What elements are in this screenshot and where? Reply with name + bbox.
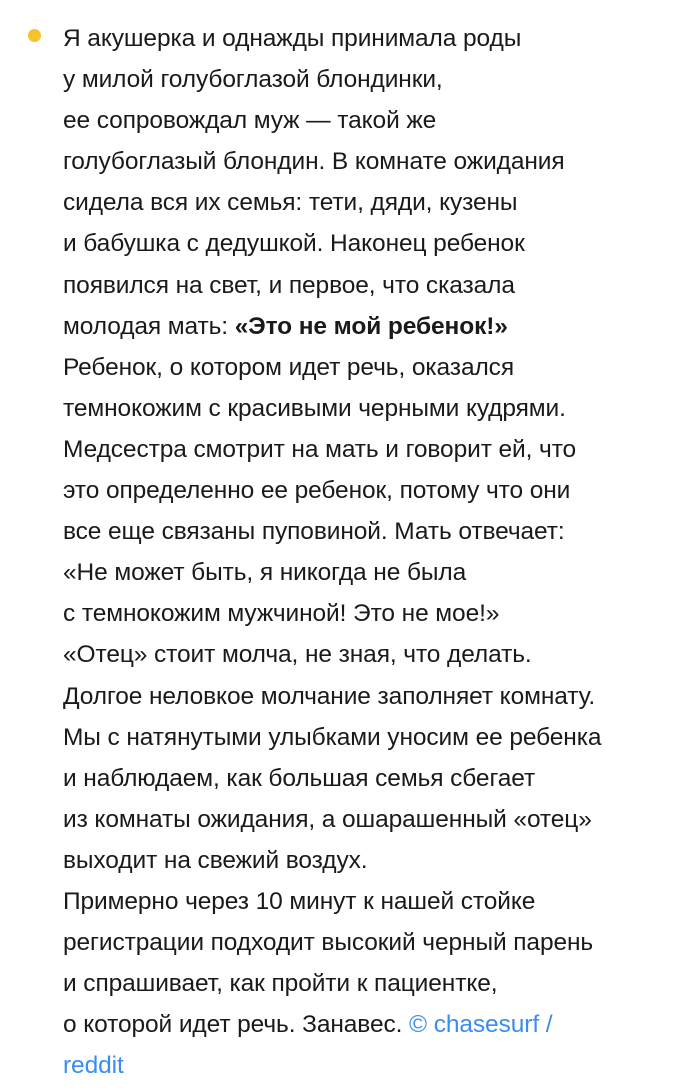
story-line: с темнокожим мужчиной! Это не мое!» (63, 600, 500, 628)
story-line-source (63, 1045, 601, 1086)
bold-quote: «Это не мой ребенок!» (234, 312, 508, 340)
story-line-with-source (63, 1004, 601, 1045)
story-line: «Отец» стоит молча, не зная, что делать. (63, 641, 532, 669)
story-line: регистрации подходит высокий черный парень (63, 929, 594, 957)
story-line: Я акушерка и однажды принимала роды (63, 25, 522, 52)
quote-prefix: молодая мать: (63, 312, 235, 340)
story-line: из комнаты ожидания, а ошарашенный «отец» (63, 805, 592, 833)
story-line: Медсестра смотрит на мать и говорит ей, что (63, 435, 577, 463)
story-line: Долгое неловкое молчание заполняет комнату. (63, 682, 596, 710)
story-line: и бабушка с дедушкой. Наконец ребенок (63, 230, 525, 258)
story-line: появился на свет, и первое, что сказала (63, 271, 515, 299)
story-line: у милой голубоглазой блондинки, (63, 66, 443, 94)
bullet-dot-icon (28, 29, 41, 42)
source-link[interactable]: © chasesurf / (409, 1011, 553, 1039)
story-line: и наблюдаем, как большая семья сбегает (63, 764, 536, 792)
story-line: все еще связаны пуповиной. Мать отвечает: (63, 518, 565, 546)
story-text (63, 18, 601, 1086)
source-link-continued[interactable]: reddit (63, 1052, 124, 1080)
story-line: Мы с натянутыми улыбками уносим ее ребенка (63, 723, 602, 751)
story-line: сидела вся их семья: тети, дяди, кузены (63, 189, 518, 217)
story-line: выходит на свежий воздух. (63, 846, 368, 874)
last-line-text: о которой идет речь. Занавес. (63, 1011, 410, 1039)
story-line: темнокожим с красивыми черными кудрями. (63, 394, 566, 422)
story-line: это определенно ее ребенок, потому что они (63, 477, 571, 505)
story-line: Ребенок, о котором идет речь, оказался (63, 353, 514, 381)
story-line: ее сопровождал муж — такой же (63, 107, 437, 135)
story-line: Примерно через 10 минут к нашей стойке (63, 887, 536, 915)
story-line: и спрашивает, как пройти к пациентке, (63, 970, 498, 998)
story-line: «Не может быть, я никогда не была (63, 559, 467, 587)
story-line-quote (63, 306, 601, 347)
story-line: голубоглазый блондин. В комнате ожидания (63, 148, 565, 176)
